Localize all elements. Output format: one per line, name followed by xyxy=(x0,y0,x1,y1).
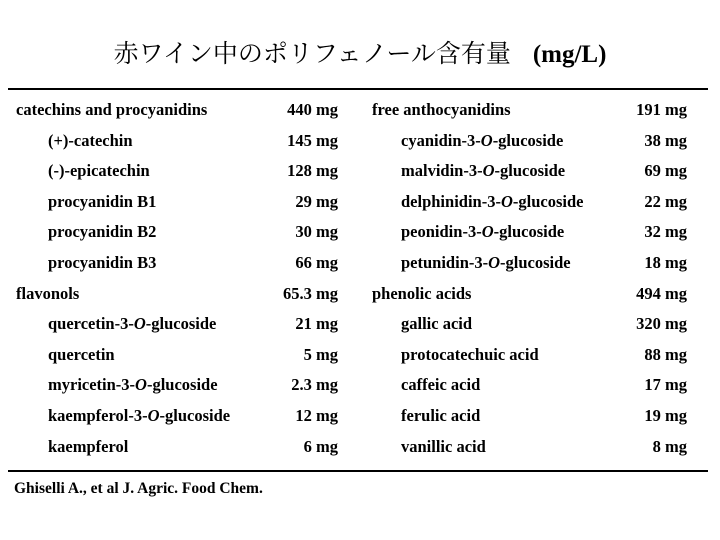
table-row xyxy=(372,131,687,162)
compound-value: 2.3 mg xyxy=(291,375,338,395)
reference-citation: Ghiselli A., et al J. Agric. Food Chem. xyxy=(14,480,263,497)
table-row xyxy=(16,375,338,406)
compound-value: 21 mg xyxy=(295,314,338,334)
table-row xyxy=(372,345,687,376)
compound-name-text: (-)-epicatechin xyxy=(48,161,150,181)
table-row xyxy=(372,100,687,131)
compound-name-text: petunidin-3- xyxy=(401,252,489,272)
compound-name xyxy=(48,314,216,334)
compound-value: 38 mg xyxy=(644,130,687,150)
left-table-column xyxy=(16,100,338,467)
bottom-rule xyxy=(8,470,708,472)
compound-value: 88 mg xyxy=(644,344,687,364)
table-row xyxy=(372,222,687,253)
table-row xyxy=(372,406,687,437)
compound-name-italic: O xyxy=(482,161,495,181)
compound-name-italic: O xyxy=(488,252,501,272)
title-unit: (mg/L) xyxy=(532,41,607,68)
compound-name xyxy=(48,253,156,273)
compound-value: 69 mg xyxy=(644,161,687,181)
compound-name-text: delphinidin-3- xyxy=(401,191,501,211)
table-row xyxy=(372,161,687,192)
table-row xyxy=(16,100,338,131)
compound-name-text: kaempferol-3- xyxy=(48,405,148,425)
compound-value: 66 mg xyxy=(295,252,338,272)
compound-value: 5 mg xyxy=(303,344,338,364)
table-row xyxy=(16,345,338,376)
compound-value: 19 mg xyxy=(644,405,687,425)
compound-name xyxy=(401,161,565,181)
compound-name-suffix: -glucoside xyxy=(500,252,571,272)
compound-name xyxy=(48,222,156,242)
table-row xyxy=(16,253,338,284)
compound-value: 128 mg xyxy=(287,161,338,181)
compound-value: 320 mg xyxy=(636,314,687,334)
compound-name-text: (+)-catechin xyxy=(48,130,133,150)
compound-name-text: gallic acid xyxy=(401,314,473,334)
compound-value: 8 mg xyxy=(652,436,687,456)
title-text: 赤ワイン中のポリフェノール含有量 xyxy=(113,39,511,68)
compound-name-text: cyanidin-3- xyxy=(401,130,481,150)
compound-name-suffix: -glucoside xyxy=(145,314,217,334)
table-row xyxy=(372,375,687,406)
compound-name-suffix: -glucoside xyxy=(493,222,565,242)
compound-name-italic: O xyxy=(133,314,146,334)
compound-value: 17 mg xyxy=(644,375,687,395)
compound-value: 30 mg xyxy=(295,222,338,242)
compound-value: 18 mg xyxy=(644,252,687,272)
compound-name-suffix: -glucoside xyxy=(492,130,564,150)
compound-name xyxy=(48,192,156,212)
compound-name xyxy=(372,100,511,120)
table-row xyxy=(16,161,338,192)
compound-name-text: ferulic acid xyxy=(401,405,481,425)
compound-name-italic: O xyxy=(480,130,493,150)
compound-name xyxy=(401,375,480,395)
compound-name-text: protocatechuic acid xyxy=(401,344,539,364)
compound-name-text: quercetin-3- xyxy=(48,314,134,334)
compound-name xyxy=(372,284,471,304)
compound-name xyxy=(16,284,79,304)
compound-name-suffix: -glucoside xyxy=(512,191,584,211)
table-row xyxy=(16,437,338,468)
table-row xyxy=(16,192,338,223)
compound-value: 12 mg xyxy=(295,405,338,425)
compound-name-text: procyanidin B2 xyxy=(48,222,157,242)
compound-value: 6 mg xyxy=(303,436,338,456)
compound-name-italic: O xyxy=(147,405,160,425)
compound-name-italic: O xyxy=(500,191,513,211)
compound-name-text: catechins and procyanidins xyxy=(16,100,208,119)
compound-name xyxy=(401,406,480,426)
compound-name xyxy=(48,161,150,181)
table-row xyxy=(16,284,338,315)
compound-name xyxy=(48,345,115,365)
compound-value: 145 mg xyxy=(287,130,338,150)
compound-name-text: flavonols xyxy=(16,283,80,303)
compound-name-text: procyanidin B1 xyxy=(48,191,157,211)
compound-name-text: kaempferol xyxy=(48,436,129,456)
compound-name-text: vanillic acid xyxy=(401,436,486,456)
table-row xyxy=(372,284,687,315)
compound-name-text: procyanidin B3 xyxy=(48,252,157,272)
compound-name xyxy=(401,314,472,334)
compound-value: 22 mg xyxy=(644,191,687,211)
compound-name xyxy=(401,192,583,212)
table-row xyxy=(16,222,338,253)
compound-name-text: peonidin-3- xyxy=(401,222,482,242)
compound-name xyxy=(401,253,571,273)
compound-value: 440 mg xyxy=(287,100,338,119)
table-row xyxy=(372,192,687,223)
compound-name-text: malvidin-3- xyxy=(401,161,483,181)
compound-value: 494 mg xyxy=(636,283,687,303)
compound-name-text: phenolic acids xyxy=(372,283,472,303)
compound-name-text: myricetin-3- xyxy=(48,375,136,395)
compound-name xyxy=(48,131,133,151)
compound-value: 29 mg xyxy=(295,191,338,211)
compound-name-suffix: -glucoside xyxy=(494,161,566,181)
compound-name-italic: O xyxy=(481,222,494,242)
compound-name xyxy=(401,222,564,242)
compound-name-text: free anthocyanidins xyxy=(372,100,511,119)
page-title xyxy=(0,34,720,70)
table-row xyxy=(16,314,338,345)
compound-name-text: caffeic acid xyxy=(401,375,481,395)
compound-name xyxy=(401,345,539,365)
table-row xyxy=(16,131,338,162)
compound-name-suffix: -glucoside xyxy=(159,405,231,425)
compound-name-suffix: -glucoside xyxy=(146,375,218,395)
compound-name-italic: O xyxy=(135,375,147,395)
compound-name xyxy=(401,131,563,151)
compound-name xyxy=(48,375,218,395)
compound-name xyxy=(401,437,486,457)
compound-value: 32 mg xyxy=(644,222,687,242)
compound-name-text: quercetin xyxy=(48,344,115,364)
table-row xyxy=(372,314,687,345)
compound-name xyxy=(16,100,207,120)
right-table-column xyxy=(372,100,687,467)
compound-value: 191 mg xyxy=(636,100,687,119)
top-rule xyxy=(8,88,708,90)
compound-name xyxy=(48,406,230,426)
compound-name xyxy=(48,437,128,457)
compound-value: 65.3 mg xyxy=(283,283,338,303)
table-row xyxy=(16,406,338,437)
table-row xyxy=(372,253,687,284)
table-row xyxy=(372,437,687,468)
